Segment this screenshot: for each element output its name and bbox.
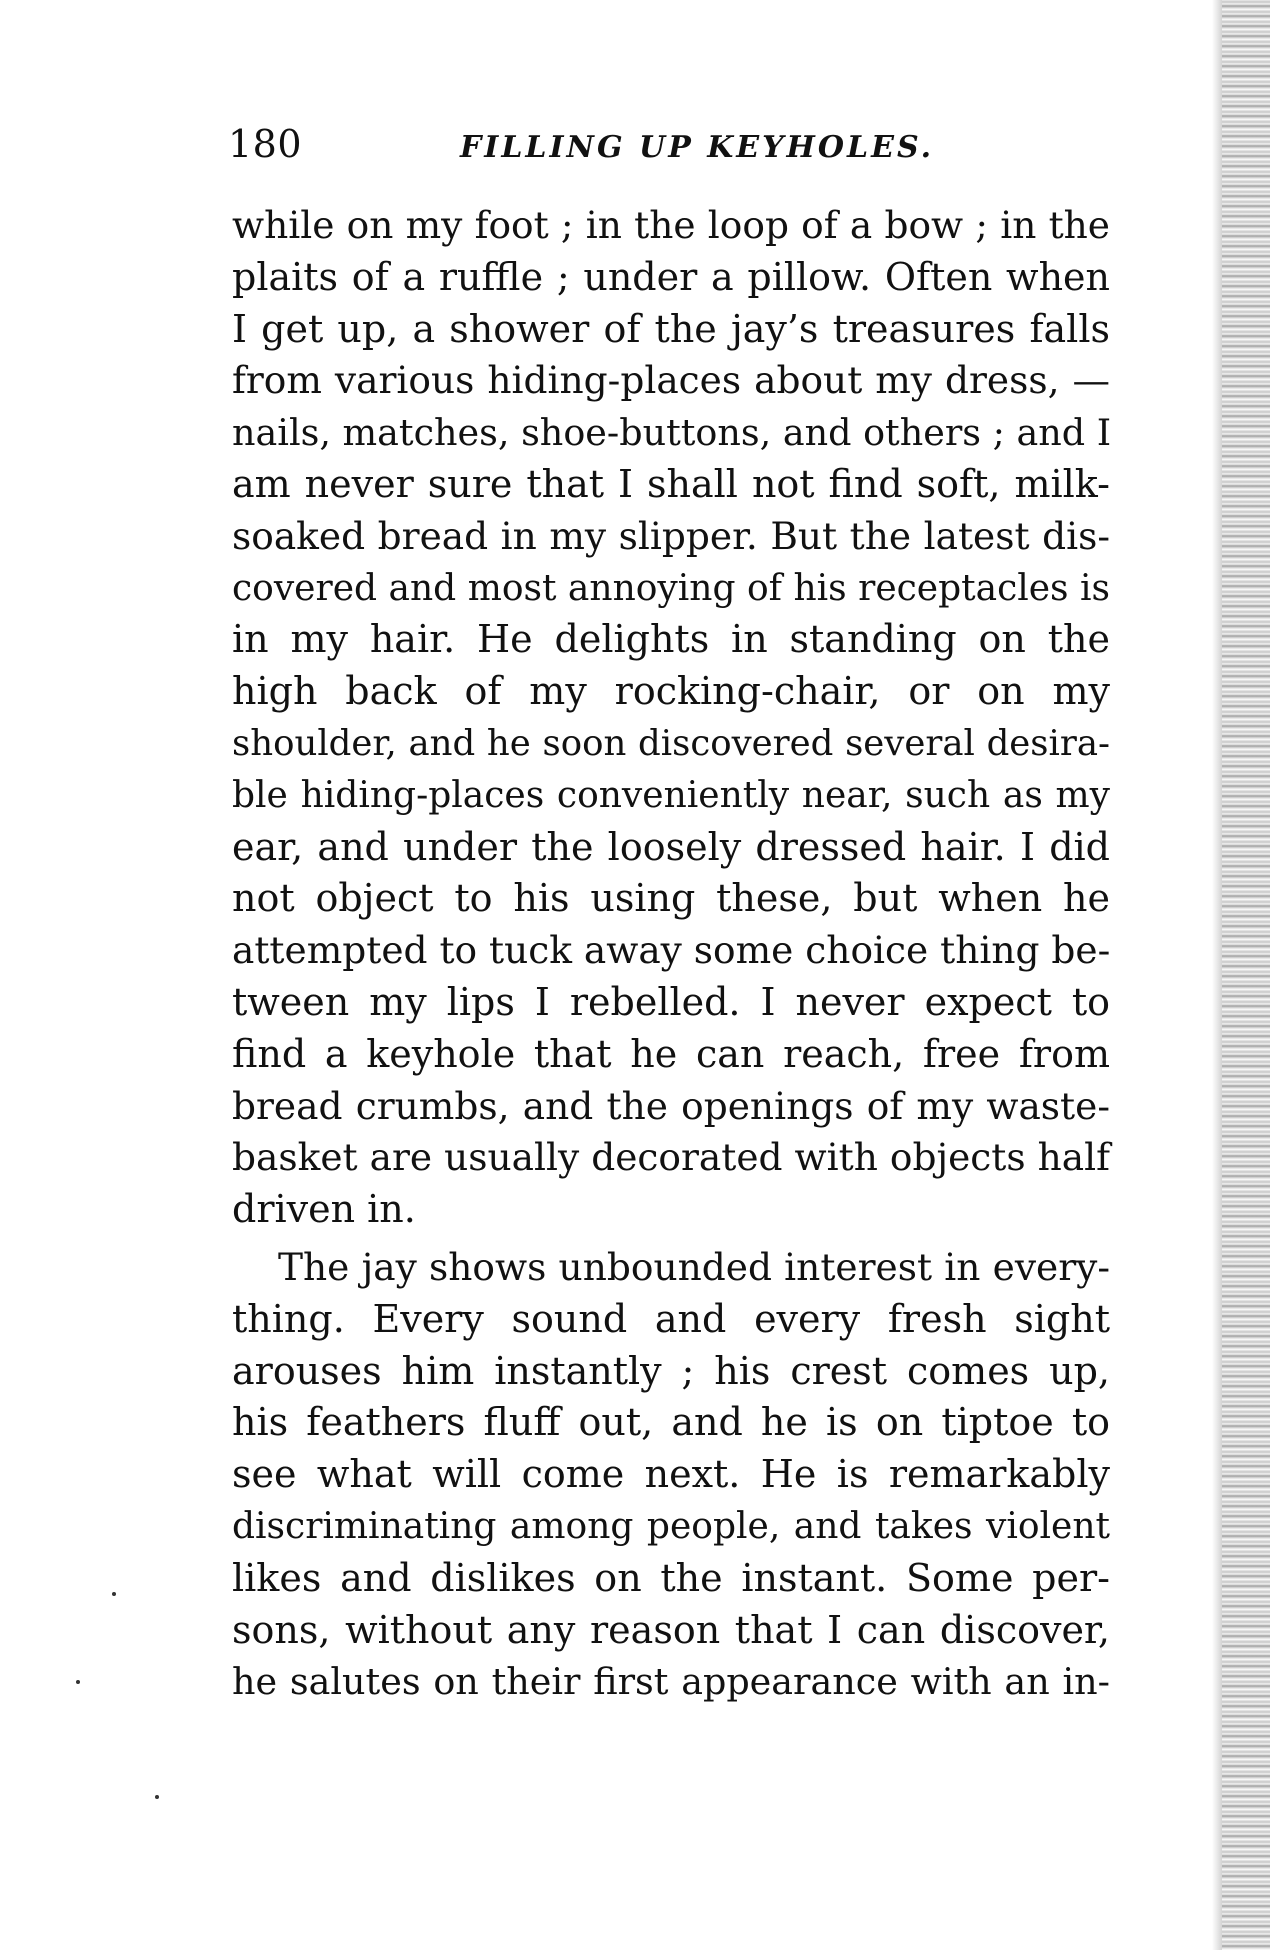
text-line: thing. Every sound and every fresh sight [232, 1296, 1110, 1341]
text-line: soaked bread in my slipper. But the latest dis- [232, 513, 1110, 558]
gutter-shadow [1212, 0, 1222, 1950]
ink-speck [155, 1795, 159, 1799]
text-line: driven in. [232, 1187, 416, 1232]
text-line: likes and dislikes on the instant. Some per- [232, 1555, 1110, 1600]
ink-speck [76, 1680, 80, 1684]
text-line: covered and most annoying of his receptacles is [232, 567, 1110, 609]
ink-speck [112, 1592, 116, 1596]
text-line: am never sure that I shall not find soft, milk- [232, 461, 1110, 506]
text-line: nails, matches, shoe-buttons, and others ; and I [232, 411, 1112, 455]
page-header [228, 122, 1108, 182]
text-line: sons, without any reason that I can discover, [232, 1607, 1110, 1652]
paragraph-2 [232, 1242, 1110, 1708]
text-line: shoulder, and he soon discovered several desira- [232, 722, 1110, 764]
page-number: 180 [228, 122, 303, 166]
text-line: not object to his using these, but when he [232, 876, 1110, 921]
text-line: tween my lips I rebelled. I never expect to [232, 979, 1110, 1024]
text-line: he salutes on their first appearance with an in- [232, 1660, 1110, 1704]
text-line: attempted to tuck away some choice thing be- [232, 928, 1111, 973]
text-line: find a keyhole that he can reach, free from [232, 1031, 1110, 1076]
text-line: in my hair. He delights in standing on the [232, 617, 1110, 662]
text-line: plaits of a ruffle ; under a pillow. Often when [232, 254, 1110, 299]
text-line: his feathers fluff out, and he is on tiptoe to [232, 1400, 1110, 1445]
running-head: FILLING UP KEYHOLES. [460, 130, 935, 165]
text-line: I get up, a shower of the jay’s treasures falls [232, 306, 1110, 351]
text-line: discriminating among people, and takes violent [232, 1505, 1110, 1547]
text-line: while on my foot ; in the loop of a bow ; in the [232, 203, 1110, 247]
paragraph-1 [232, 200, 1110, 1236]
text-line: ble hiding-places conveniently near, such as my [232, 774, 1110, 816]
text-line: see what will come next. He is remarkably [232, 1452, 1110, 1497]
text-line: arouses him instantly ; his crest comes up, [232, 1348, 1110, 1393]
text-line: from various hiding-places about my dress, — [232, 358, 1110, 403]
scan-gutter-edge [1222, 0, 1270, 1950]
body-text [232, 200, 1110, 1708]
text-line: high back of my rocking-chair, or on my [232, 669, 1110, 714]
text-line: ear, and under the loosely dressed hair. I did [232, 824, 1110, 869]
text-line: basket are usually decorated with objects half [232, 1135, 1110, 1180]
text-line: bread crumbs, and the openings of my waste- [232, 1083, 1110, 1128]
text-line: The jay shows unbounded interest in every- [278, 1244, 1110, 1289]
